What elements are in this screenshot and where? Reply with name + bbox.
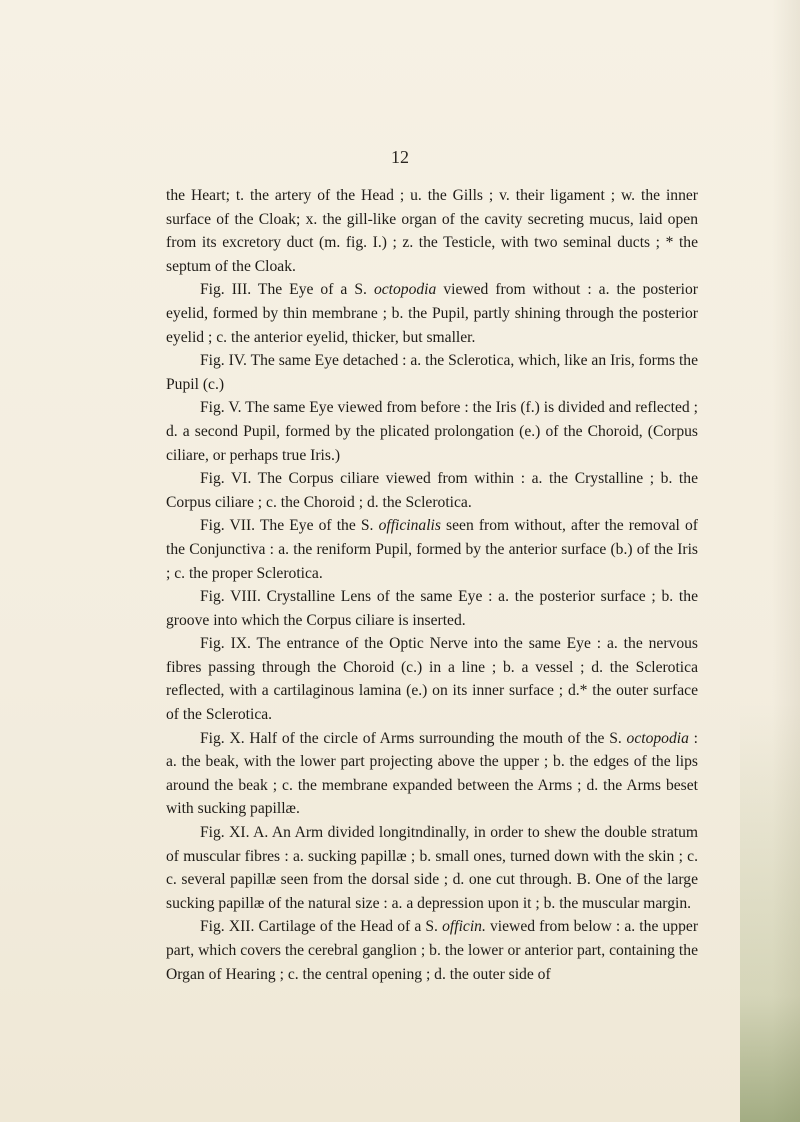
paragraph — [166, 514, 698, 585]
paragraph — [166, 585, 698, 632]
paragraph — [166, 821, 698, 915]
text-run: Fig. X. Half of the circle of Arms surrounding the mouth of the S. — [200, 729, 627, 747]
italic-text: octopodia — [626, 729, 689, 747]
text-run: Fig. III. The Eye of a S. — [200, 281, 374, 299]
paragraph — [166, 632, 698, 726]
paragraph — [166, 467, 698, 514]
italic-text: officinalis — [378, 517, 441, 535]
text-run: Fig. IV. The same Eye detached : a. the Sclerotica, which, like an Iris, forms the Pupil (c.) — [166, 352, 698, 393]
paragraph — [166, 915, 698, 986]
italic-text: octopodia — [373, 281, 437, 299]
text-run: Fig. XII. Cartilage of the Head of a S. — [200, 918, 443, 936]
text-run: Fig. VIII. Crystalline Lens of the same Eye : a. the posterior surface ; b. the groove into which the Corpus ciliare is inserted. — [166, 588, 698, 629]
paragraph — [166, 278, 698, 349]
paragraph — [166, 727, 698, 821]
text-run: Fig. XI. A. An Arm divided longitndinally, in order to shew the double stratum of muscular fibres : a. sucking papillæ ; b. small ones, turned down with the skin ; c. c. several papillæ seen from the dorsal side ; d. one cut through. B. One of the large sucking papillæ of the natural size : a. a depression upon it ; b. the muscular margin. — [166, 824, 698, 912]
text-run: viewed from without : a. the posterior eyelid, formed by thin membrane ; b. the Pupil, partly shining through the posterior eyelid ; c. the anterior eyelid, thicker, but smaller. — [166, 281, 698, 346]
page-corner-stain — [740, 702, 800, 1122]
text-run: Fig. VII. The Eye of the S. — [200, 517, 379, 535]
text-run: viewed from below : a. the upper part, which covers the cerebral ganglion ; b. the lower or anterior part, containing the Organ of Hearing ; c. the central opening ; d. the outer side of — [166, 918, 699, 983]
text-run: Fig. V. The same Eye viewed from before : the Iris (f.) is divided and reflected ; d. a second Pupil, formed by the plicated prolongation (e.) of the Choroid, (Corpus ciliare, or perhaps true Iris.) — [166, 399, 698, 464]
text-run: the Heart; t. the artery of the Head ; u. the Gills ; v. their ligament ; w. the inner surface of the Cloak; x. the gill-like organ of the cavity secreting mucus, laid open from its excretory duct (m. fig. I.) ; z. the Testicle, with two seminal ducts ; * the septum of the Cloak. — [166, 187, 698, 275]
text-run: Fig. IX. The entrance of the Optic Nerve into the same Eye : a. the nervous fibres passing through the Choroid (c.) in a line ; b. a vessel ; d. the Sclerotica reflected, with a cartilaginous lamina (e.) on its inner surface ; d.* the outer surface of the Sclerotica. — [166, 635, 698, 724]
paragraph — [166, 184, 698, 278]
italic-text: officin. — [442, 918, 486, 936]
paragraph — [166, 396, 698, 467]
body-text — [166, 184, 698, 986]
paragraph — [166, 349, 698, 396]
page-number: 12 — [391, 147, 409, 167]
text-run: Fig. VI. The Corpus ciliare viewed from within : a. the Crystalline ; b. the Corpus ciliare ; c. the Choroid ; d. the Sclerotica. — [166, 470, 698, 511]
text-run: : a. the beak, with the lower part projecting above the upper ; b. the edges of the lips around the beak ; c. the membrane expanded between the Arms ; d. the Arms beset with sucking papillæ. — [166, 729, 698, 818]
text-run: seen from without, after the removal of the Conjunctiva : a. the reniform Pupil, formed by the anterior surface (b.) of the Iris ; c. the proper Sclerotica. — [166, 517, 698, 582]
